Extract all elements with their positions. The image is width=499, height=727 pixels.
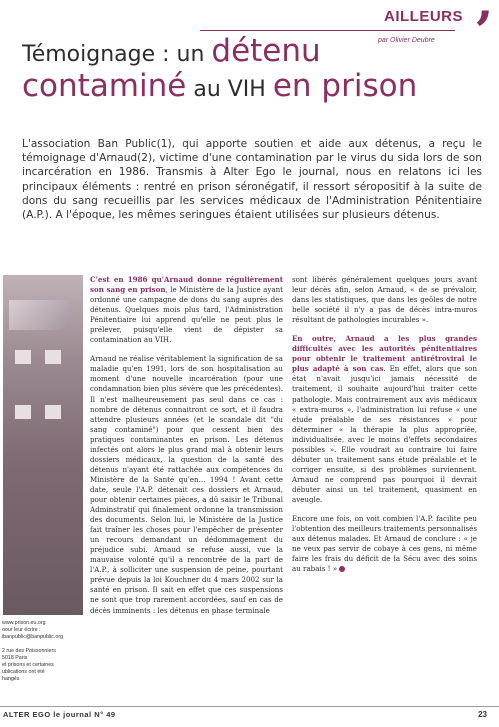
section-label: AILLEURS [384, 8, 463, 25]
photo-window [45, 405, 61, 419]
photo-window [45, 350, 61, 364]
sidebar-line: oour leur écrire : [2, 627, 41, 633]
sidebar-line: ibanpublic@banpublic.org [2, 634, 64, 640]
sidebar-line: 2 rue des Poissonniers [2, 648, 56, 654]
paragraph [292, 514, 477, 574]
highlight-text: C'est en 1986 qu'Arnaud donne régulièrement son sang en prison [90, 275, 283, 295]
section-divider [200, 30, 455, 31]
photo-roof [9, 300, 69, 330]
body-text: , le Ministère de la Justice ayant ordonné une campagne de dons du sang auprès des détenus. Quelques mois plus tard, l'Administration Pénitentiaire lui apprend qu'elle ne peut plus le prélever, puisqu'elle vient de dépister sa contamination au VIH. [90, 285, 283, 345]
paragraph [90, 275, 283, 345]
paragraph: Arnaud ne réalise véritablement la signification de sa maladie qu'en 1991, lors de son hospitalisation au moment d'une nouvelle incarcération (pour une condamnation bien plus sévère que les précédentes). Il n'est malheureusement pas seul dans ce cas : nombre de détenus connaitront ce sort, et il faudra attendre plusieurs années (et le scandale dit "du sang contaminé") pour que cessent bien des pratiques contaminantes en prison. Les détenus infectés ont alors le plus grand mal à obtenir leurs dossiers médicaux, la question de la santé des détenus n'ayant été rattachée aux compétences du Ministère de la Santé qu'en... 1994 ! Avant cette date, seule l'A.P. détenait ces dossiers et Arnaud, pour obtenir certaines pièces, a dû saisir le Tribunal Adminstratif qui finalement ordonne la transmission des documents. Selon lui, le Ministère de la Justice fait traîner les choses pour l'empêcher de présenter un recours demandant un dédommagement du préjudice subi. Arnaud se refuse aussi, vue la mauvaise volonté qu'il a rencontrée de la part de l'A.P., à solliciter une suspension de peine, pourtant prévue depuis la loi Kouchner du 4 mars 2002 sur la santé en prison. Il sait en effet que ces suspensions ne sont que trop rarement accordées, sauf en cas de décès imminents : les détenus en phase terminale [90, 354, 283, 615]
sidebar-line [2, 641, 80, 648]
decorative-quote-mark: ’ [474, 0, 493, 63]
lead-paragraph: L'association Ban Public(1), qui apporte soutien et aide aux détenus, a reçu le témoignage d'Arnaud(2), victime d'une contamination par le virus du sida lors de son incarcération en 1986. Transmis à Alter Ego le journal, nous en relatons ici les principaux éléments : rentré en prison séronégatif, il ressort séropositif à la suite de dons du sang recueillis par les services médicaux de l'Administration Pénitentiaire (A.P.). A l'époque, les mêmes seringues étaient utilisées sur plusieurs détenus. [22, 138, 482, 222]
sidebar-line: hangés [2, 676, 20, 682]
title-emphasis: contaminé [22, 68, 187, 104]
article-column-2 [292, 275, 477, 583]
paragraph: sont libérés généralement quelques jours avant leur décès afin, selon Arnaud, « de se prévaloir, dans les statistiques, que dans les geôles de notre belle société il n'y a pas de décès intra-muros résultant de pathologies incurables ». [292, 275, 477, 325]
title-line-1 [22, 33, 321, 69]
end-mark-icon [339, 566, 345, 572]
title-line-2 [22, 68, 417, 104]
title-part: au VIH [186, 77, 273, 102]
footer-divider [0, 706, 499, 707]
photo-window [15, 350, 31, 364]
title-emphasis: en prison [272, 68, 418, 104]
sidebar-notes [2, 620, 80, 683]
title-emphasis: détenu [211, 33, 321, 69]
article-column-1 [90, 275, 283, 625]
body-text: . En effet, alors que son état n'avait jusqu'ici jamais nécessité de traitement, il souhaite aujourd'hui traiter cette pathologie. Mais contrairement aux avis médicaux « extra-muros », l'administration lui refuse « une étude préalable de ses résistances » pour déterminer « la thérapie la plus appropriée, individualisée, avec le moins d'effets secondaires possibles ». Elle voudrait au contraire lui faire débuter un traitement sans étude préalable et le corriger ensuite, si des problèmes surviennent. Arnaud ne comprend pas pourquoi il devrait débuter ainsi un tel traitement, quasiment en aveugle. [292, 364, 478, 504]
sidebar-line: www.prison.eu.org [2, 620, 46, 626]
author-byline: par Olivier Deubre [378, 37, 435, 44]
sidebar-line: ublications ont été [2, 669, 45, 675]
prison-photo [3, 275, 83, 615]
sidebar-line: et prisons et certaines [2, 662, 54, 668]
sidebar-line: 5018 Paris [2, 655, 28, 661]
title-part: Témoignage : un [22, 42, 212, 67]
photo-window [15, 405, 31, 419]
page-number: 23 [478, 710, 487, 719]
paragraph [292, 334, 477, 505]
footer-publication: ALTER EGO le journal N° 49 [3, 710, 116, 719]
body-text: Encore une fois, on voit combien l'A.P. facilite peu l'obtention des meilleurs traitements personnalisés aux détenus malades. Et Arnaud de conclure : « je ne veux pas servir de cobaye à ces gens, ni même faire les frais du déficit de la Sécu avec des soins au rabais ! » [292, 514, 477, 574]
highlight-text: En outre, Arnaud a les plus grandes difficultés avec les autorités pénitentiaires pour obtenir le traitement antirétroviral le plus adapté à son cas [292, 334, 477, 374]
